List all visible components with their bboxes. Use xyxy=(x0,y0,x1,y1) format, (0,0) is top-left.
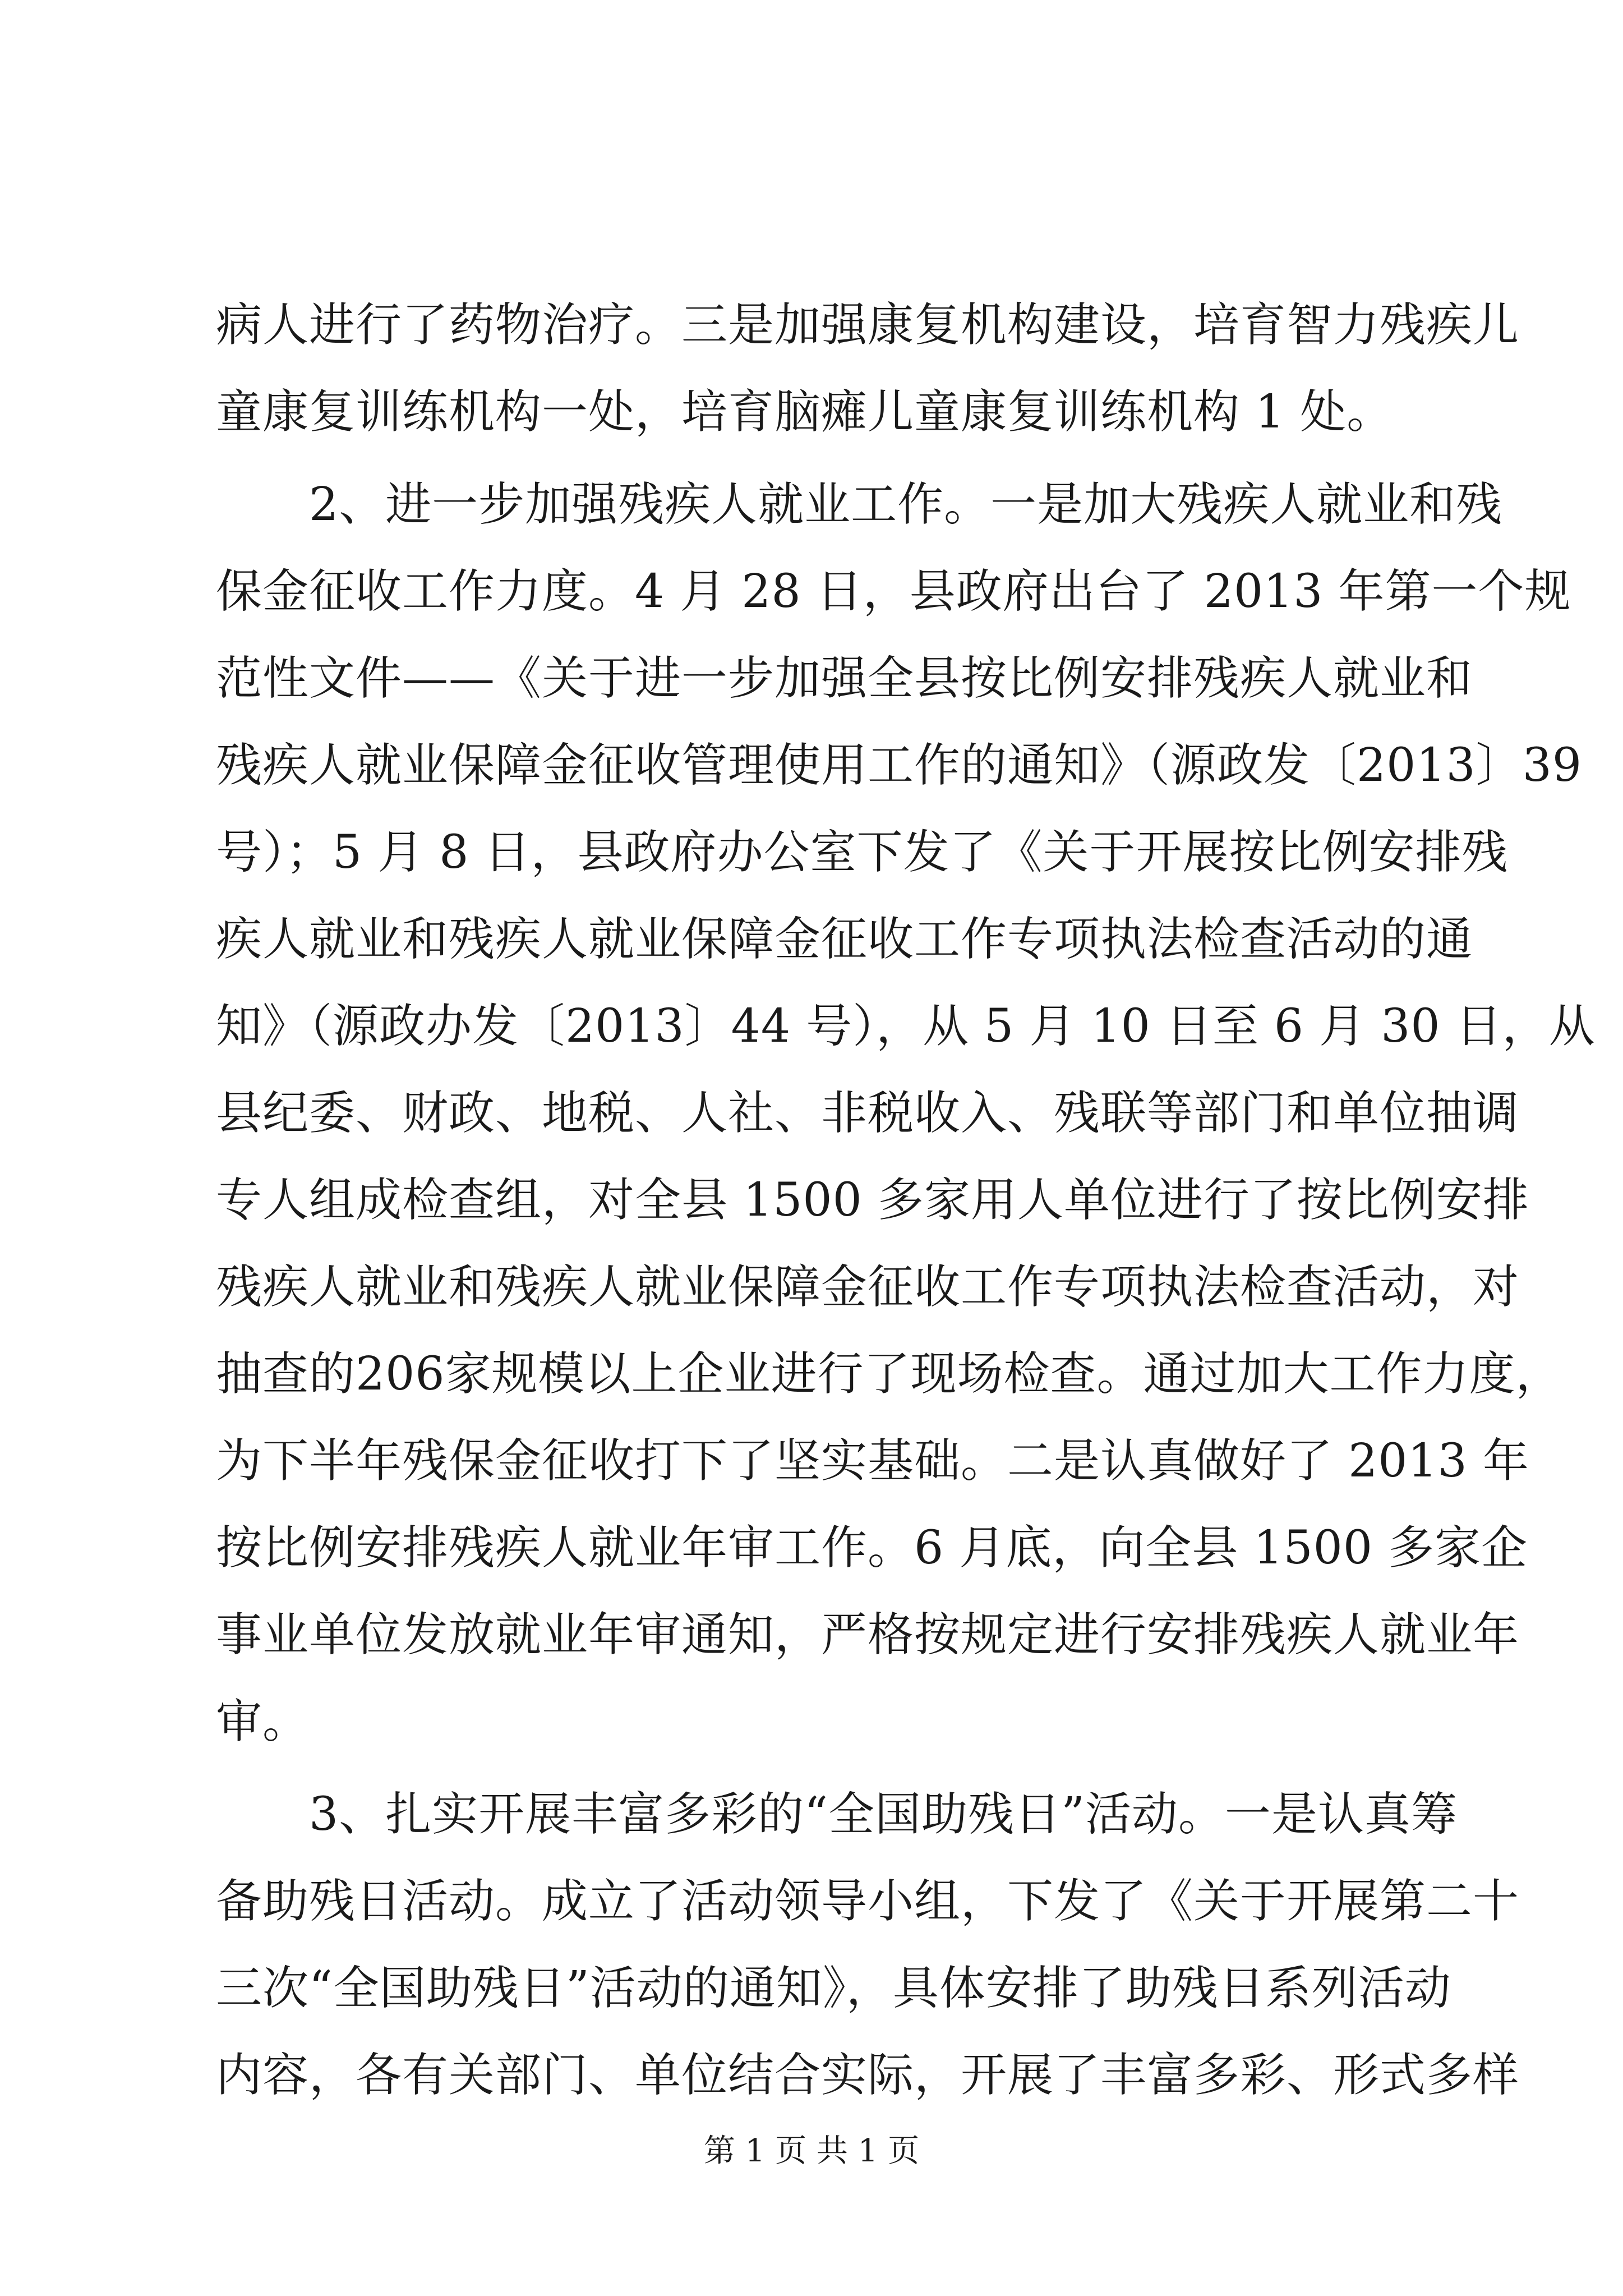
body-line: 2、进一步加强残疾人就业工作。一是加大残疾人就业和残 xyxy=(216,478,1503,531)
body-line: 专人组成检查组，对全县 1500 多家用人单位进行了按比例安排 xyxy=(216,1174,1529,1227)
body-line: 事业单位发放就业年审通知，严格按规定进行安排残疾人就业年 xyxy=(216,1608,1520,1662)
body-line: 残疾人就业和残疾人就业保障金征收工作专项执法检查活动，对 xyxy=(216,1260,1520,1314)
body-line: 童康复训练机构一处，培育脑瘫儿童康复训练机构 1 处。 xyxy=(216,385,1394,439)
body-line: 3、扎实开展丰富多彩的“全国助残日”活动。一是认真筹 xyxy=(216,1788,1458,1841)
page-footer: 第 1 页 共 1 页 xyxy=(703,2133,920,2169)
body-line: 知》（源政办发〔2013〕44 号），从 5 月 10 日至 6 月 30 日，从 xyxy=(216,1000,1596,1053)
body-line: 为下半年残保金征收打下了坚实基础。二是认真做好了 2013 年 xyxy=(216,1434,1529,1488)
body-line: 抽查的206家规模以上企业进行了现场检查。通过加大工作力度， xyxy=(216,1347,1562,1401)
body-line: 残疾人就业保障金征收管理使用工作的通知》（源政发〔2013〕39 xyxy=(216,739,1583,792)
body-line: 号）；5 月 8 日，县政府办公室下发了《关于开展按比例安排残 xyxy=(216,826,1509,879)
body-line: 病人进行了药物治疗。三是加强康复机构建设，培育智力残疾儿 xyxy=(216,298,1520,352)
body-line: 保金征收工作力度。4 月 28 日，县政府出台了 2013 年第一个规 xyxy=(216,565,1571,618)
body-line: 县纪委、财政、地税、人社、非税收入、残联等部门和单位抽调 xyxy=(216,1087,1520,1140)
body-line: 疾人就业和残疾人就业保障金征收工作专项执法检查活动的通 xyxy=(216,913,1473,966)
body-line: 审。 xyxy=(216,1695,310,1749)
body-line: 三次“全国助残日”活动的通知》，具体安排了助残日系列活动 xyxy=(216,1962,1451,2015)
body-line: 内容，各有关部门、单位结合实际，开展了丰富多彩、形式多样 xyxy=(216,2049,1520,2102)
body-line: 按比例安排残疾人就业年审工作。6 月底，向全县 1500 多家企 xyxy=(216,1521,1528,1575)
body-line: 范性文件——《关于进一步加强全县按比例安排残疾人就业和 xyxy=(216,652,1473,705)
body-line: 备助残日活动。成立了活动领导小组，下发了《关于开展第二十 xyxy=(216,1875,1520,1928)
